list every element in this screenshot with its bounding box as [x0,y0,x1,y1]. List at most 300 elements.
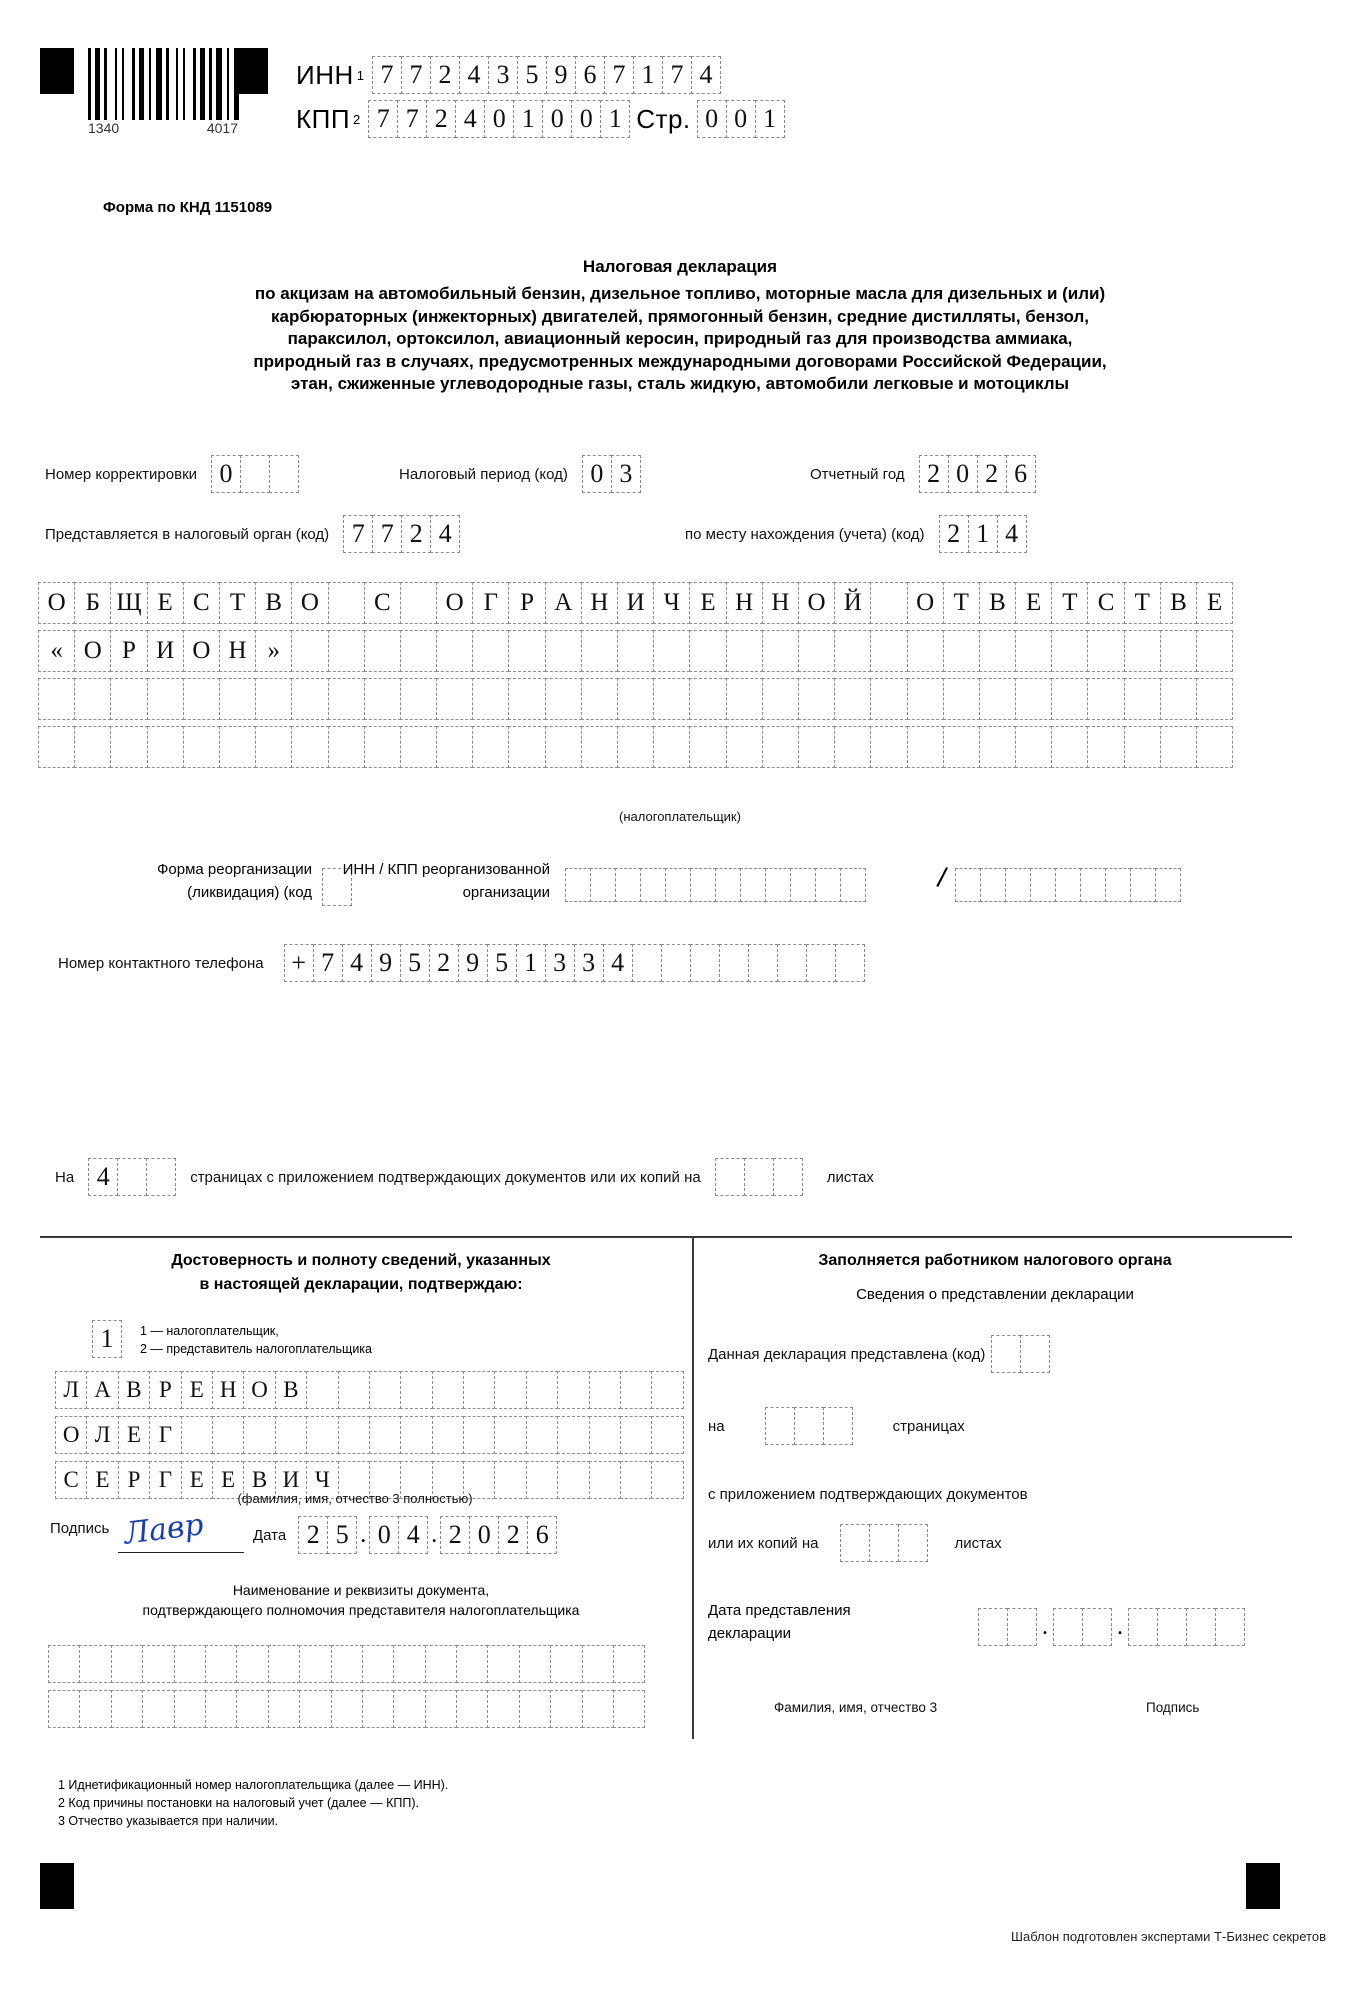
official-year-cell[interactable] [1186,1608,1216,1646]
fio-cell[interactable] [212,1416,244,1454]
taxpayer-name-cell[interactable] [689,726,726,768]
representative-doc-cell[interactable] [48,1645,80,1683]
fio-cell[interactable] [463,1371,495,1409]
phone-cell[interactable] [690,944,720,982]
taxpayer-name-cell[interactable] [400,582,437,624]
taxpayer-name-cell[interactable] [1196,678,1233,720]
taxpayer-name-cell[interactable]: » [255,630,292,672]
reorg-inn-cell[interactable] [790,868,816,902]
kpp-cell[interactable]: 7 [368,100,398,138]
taxpayer-name-cell[interactable]: « [38,630,75,672]
reorg-inn-cell[interactable] [665,868,691,902]
taxpayer-name-cell[interactable]: Ч [653,582,690,624]
taxpayer-name-cell[interactable]: О [436,582,473,624]
fio-cell[interactable]: Н [212,1371,244,1409]
fio-cell[interactable]: В [243,1461,275,1499]
location-cell[interactable]: 1 [968,515,998,553]
reorg-inn-cell[interactable] [590,868,616,902]
taxpayer-name-cell[interactable] [291,678,328,720]
representative-doc-cell[interactable] [331,1645,363,1683]
sig-day-cell[interactable]: 2 [298,1516,328,1554]
reorg-kpp-cell[interactable] [1005,868,1031,902]
taxpayer-name-cell[interactable] [726,678,763,720]
taxpayer-name-cell[interactable] [472,630,509,672]
official-day-cell[interactable] [978,1608,1008,1646]
fio-row[interactable] [55,1416,684,1454]
representative-doc-cell[interactable] [205,1690,237,1728]
fio-cell[interactable] [338,1416,370,1454]
representative-doc-cell[interactable] [393,1690,425,1728]
fio-cell[interactable] [526,1416,558,1454]
representative-doc-cell[interactable] [362,1690,394,1728]
taxpayer-name-cell[interactable] [581,726,618,768]
inn-cell[interactable]: 7 [604,56,634,94]
representative-doc-cell[interactable] [550,1645,582,1683]
official-attachment-input[interactable] [840,1524,928,1562]
representative-doc-cell[interactable] [456,1645,488,1683]
taxpayer-name-cell[interactable] [364,726,401,768]
reorg-kpp-cell[interactable] [980,868,1006,902]
representative-doc-cell[interactable] [582,1645,614,1683]
attach-cell[interactable] [715,1158,745,1196]
taxpayer-name-cell[interactable]: И [617,582,654,624]
taxpayer-name-cell[interactable] [110,726,147,768]
fio-cell[interactable]: Е [181,1371,213,1409]
taxpayer-name-cell[interactable] [38,678,75,720]
pages-cell[interactable] [117,1158,147,1196]
taxpayer-name-cell[interactable] [979,678,1016,720]
signature-date-month[interactable] [369,1516,428,1554]
taxpayer-name-cell[interactable] [907,726,944,768]
fio-row[interactable] [55,1371,684,1409]
taxpayer-name-cell[interactable] [400,630,437,672]
reorg-kpp-cell[interactable] [1155,868,1181,902]
sig-year-cell[interactable]: 2 [440,1516,470,1554]
official-day-cell[interactable] [1007,1608,1037,1646]
attach-cell[interactable] [773,1158,803,1196]
taxpayer-name-cell[interactable] [762,678,799,720]
taxpayer-name-cell[interactable] [1087,726,1124,768]
taxpayer-name-cell[interactable] [147,726,184,768]
inn-cell[interactable]: 7 [401,56,431,94]
taxpayer-name-cell[interactable] [617,630,654,672]
taxpayer-name-cell[interactable] [364,678,401,720]
representative-doc-cell[interactable] [425,1690,457,1728]
taxpayer-name-cell[interactable] [328,582,365,624]
fio-cell[interactable] [181,1416,213,1454]
representative-doc-cell[interactable] [79,1690,111,1728]
inn-cell[interactable]: 7 [372,56,402,94]
reorg-inn-cell[interactable] [815,868,841,902]
taxpayer-name-cell[interactable] [328,630,365,672]
taxpayer-name-cell[interactable]: Г [472,582,509,624]
official-date-year[interactable] [1128,1608,1245,1646]
taxpayer-name-cell[interactable] [943,678,980,720]
fio-cell[interactable]: Е [118,1416,150,1454]
taxpayer-name-cell[interactable] [328,726,365,768]
period-cell[interactable]: 3 [611,455,641,493]
taxpayer-name-cell[interactable] [545,630,582,672]
taxpayer-name-cell[interactable] [1015,726,1052,768]
attach-cell[interactable] [744,1158,774,1196]
taxpayer-name-cell[interactable]: С [183,582,220,624]
fio-cell[interactable] [432,1371,464,1409]
fio-cell[interactable]: О [243,1371,275,1409]
phone-cell[interactable] [777,944,807,982]
phone-cell[interactable] [661,944,691,982]
phone-cell[interactable] [806,944,836,982]
fio-grid[interactable] [55,1371,684,1506]
fio-cell[interactable] [494,1371,526,1409]
taxpayer-name-cell[interactable] [545,678,582,720]
fio-cell[interactable]: Р [118,1461,150,1499]
fio-cell[interactable]: С [55,1461,87,1499]
representative-doc-cell[interactable] [268,1645,300,1683]
reorg-inn-cell[interactable] [565,868,591,902]
inn-input[interactable] [372,56,721,94]
official-year-cell[interactable] [1215,1608,1245,1646]
official-date-month[interactable] [1053,1608,1112,1646]
official-month-cell[interactable] [1082,1608,1112,1646]
fio-cell[interactable] [400,1416,432,1454]
tax-authority-input[interactable] [343,515,460,553]
fio-cell[interactable]: В [275,1371,307,1409]
fio-cell[interactable] [589,1416,621,1454]
fio-cell[interactable]: О [55,1416,87,1454]
period-cell[interactable]: 0 [582,455,612,493]
phone-cell[interactable]: 7 [313,944,343,982]
inn-cell[interactable]: 6 [575,56,605,94]
taxpayer-name-cell[interactable]: Е [147,582,184,624]
taxpayer-name-cell[interactable]: Т [943,582,980,624]
taxpayer-name-cell[interactable] [1051,630,1088,672]
taxpayer-name-cell[interactable] [907,630,944,672]
official-code-cell[interactable] [1020,1335,1050,1373]
fio-cell[interactable] [557,1371,589,1409]
taxpayer-name-grid[interactable] [38,582,1233,774]
correction-cell[interactable]: 0 [211,455,241,493]
sig-year-cell[interactable]: 2 [498,1516,528,1554]
taxpayer-name-cell[interactable]: Щ [110,582,147,624]
taxpayer-name-cell[interactable] [472,726,509,768]
taxpayer-name-cell[interactable]: Н [726,582,763,624]
reorg-kpp-cell[interactable] [1030,868,1056,902]
taxpayer-name-row[interactable] [38,726,1233,768]
taxpayer-name-row[interactable] [38,582,1233,624]
taxpayer-name-cell[interactable]: Н [581,582,618,624]
taxpayer-name-cell[interactable] [545,726,582,768]
representative-doc-row[interactable] [48,1645,645,1683]
taxpayer-name-cell[interactable] [653,678,690,720]
reorg-kpp-cell[interactable] [1130,868,1156,902]
inn-cell[interactable]: 9 [546,56,576,94]
representative-doc-grid[interactable] [48,1645,645,1735]
taxpayer-name-cell[interactable] [436,678,473,720]
fio-cell[interactable] [306,1371,338,1409]
representative-doc-cell[interactable] [362,1645,394,1683]
kpp-input[interactable] [368,100,630,138]
representative-doc-cell[interactable] [550,1690,582,1728]
taxpayer-name-cell[interactable] [762,726,799,768]
sig-day-cell[interactable]: 5 [327,1516,357,1554]
phone-cell[interactable] [835,944,865,982]
inn-cell[interactable]: 4 [459,56,489,94]
taxpayer-name-cell[interactable] [255,726,292,768]
reorg-inn-cell[interactable] [740,868,766,902]
taxpayer-name-cell[interactable] [617,726,654,768]
inn-cell[interactable]: 1 [633,56,663,94]
tax-period-input[interactable] [582,455,641,493]
reorg-inn-cell[interactable] [840,868,866,902]
taxpayer-name-cell[interactable] [943,726,980,768]
taxpayer-name-cell[interactable] [38,726,75,768]
taxpayer-name-cell[interactable]: Р [110,630,147,672]
taxpayer-name-cell[interactable] [472,678,509,720]
representative-doc-cell[interactable] [487,1690,519,1728]
taxpayer-name-cell[interactable] [689,678,726,720]
taxpayer-name-cell[interactable]: О [183,630,220,672]
phone-cell[interactable]: 4 [342,944,372,982]
inn-cell[interactable]: 2 [430,56,460,94]
taxpayer-name-cell[interactable] [255,678,292,720]
reorg-kpp-cell[interactable] [1055,868,1081,902]
taxpayer-name-cell[interactable]: В [1160,582,1197,624]
reorg-kpp-input[interactable] [955,868,1181,902]
fio-cell[interactable] [463,1416,495,1454]
official-month-cell[interactable] [1053,1608,1083,1646]
taxpayer-name-cell[interactable] [1196,726,1233,768]
taxpayer-name-cell[interactable]: О [38,582,75,624]
taxpayer-name-cell[interactable] [617,678,654,720]
fio-cell[interactable]: Г [149,1416,181,1454]
phone-cell[interactable] [719,944,749,982]
taxpayer-name-cell[interactable] [328,678,365,720]
taxpayer-name-cell[interactable] [1160,726,1197,768]
signature-date-year[interactable] [440,1516,557,1554]
pages-cell[interactable]: 4 [88,1158,118,1196]
phone-input[interactable] [284,944,865,982]
year-cell[interactable]: 0 [948,455,978,493]
year-cell[interactable]: 2 [919,455,949,493]
fio-cell[interactable] [651,1371,683,1409]
taxpayer-name-cell[interactable] [943,630,980,672]
authority-cell[interactable]: 7 [372,515,402,553]
taxpayer-name-cell[interactable] [726,726,763,768]
representative-doc-cell[interactable] [613,1645,645,1683]
phone-cell[interactable] [748,944,778,982]
phone-cell[interactable]: 4 [603,944,633,982]
taxpayer-name-cell[interactable] [653,630,690,672]
kpp-cell[interactable]: 1 [513,100,543,138]
authority-cell[interactable]: 7 [343,515,373,553]
taxpayer-name-cell[interactable]: Е [1196,582,1233,624]
taxpayer-name-cell[interactable] [870,678,907,720]
reorg-inn-cell[interactable] [615,868,641,902]
official-year-cell[interactable] [1128,1608,1158,1646]
fio-cell[interactable]: Е [181,1461,213,1499]
reorg-kpp-cell[interactable] [955,868,981,902]
official-pages-cell[interactable] [765,1407,795,1445]
phone-cell[interactable]: 2 [429,944,459,982]
taxpayer-name-cell[interactable] [74,678,111,720]
taxpayer-name-cell[interactable] [183,726,220,768]
confirmation-code-input[interactable] [92,1320,122,1358]
taxpayer-name-cell[interactable] [183,678,220,720]
location-code-input[interactable] [939,515,1027,553]
inn-cell[interactable]: 7 [662,56,692,94]
taxpayer-name-cell[interactable] [400,726,437,768]
correction-cell[interactable] [269,455,299,493]
taxpayer-name-cell[interactable] [436,630,473,672]
official-year-cell[interactable] [1157,1608,1187,1646]
representative-doc-cell[interactable] [48,1690,80,1728]
taxpayer-name-cell[interactable] [907,678,944,720]
representative-doc-cell[interactable] [111,1690,143,1728]
taxpayer-name-cell[interactable] [798,630,835,672]
taxpayer-name-cell[interactable]: А [545,582,582,624]
representative-doc-cell[interactable] [487,1645,519,1683]
official-attach-cell[interactable] [840,1524,870,1562]
taxpayer-name-cell[interactable] [1124,726,1161,768]
authority-cell[interactable]: 2 [401,515,431,553]
kpp-cell[interactable]: 0 [542,100,572,138]
year-cell[interactable]: 2 [977,455,1007,493]
kpp-cell[interactable]: 0 [484,100,514,138]
taxpayer-name-cell[interactable] [834,630,871,672]
taxpayer-name-cell[interactable] [219,678,256,720]
representative-doc-cell[interactable] [236,1690,268,1728]
representative-doc-cell[interactable] [142,1690,174,1728]
sig-year-cell[interactable]: 0 [469,1516,499,1554]
taxpayer-name-cell[interactable] [74,726,111,768]
representative-doc-cell[interactable] [174,1645,206,1683]
fio-cell[interactable] [557,1416,589,1454]
taxpayer-name-cell[interactable]: О [798,582,835,624]
taxpayer-name-cell[interactable] [762,630,799,672]
reorg-kpp-cell[interactable] [1105,868,1131,902]
taxpayer-name-cell[interactable] [870,630,907,672]
representative-doc-cell[interactable] [613,1690,645,1728]
official-submitted-input[interactable] [991,1335,1050,1373]
taxpayer-name-cell[interactable] [1015,630,1052,672]
representative-doc-cell[interactable] [111,1645,143,1683]
taxpayer-name-cell[interactable]: С [1087,582,1124,624]
kpp-cell[interactable]: 1 [600,100,630,138]
taxpayer-name-cell[interactable] [581,678,618,720]
taxpayer-name-cell[interactable] [1051,678,1088,720]
fio-cell[interactable] [306,1416,338,1454]
phone-cell[interactable] [632,944,662,982]
reorg-inn-cell[interactable] [690,868,716,902]
taxpayer-name-cell[interactable]: Т [1051,582,1088,624]
location-cell[interactable]: 2 [939,515,969,553]
taxpayer-name-cell[interactable] [834,678,871,720]
fio-cell[interactable] [620,1416,652,1454]
kpp-cell[interactable]: 0 [571,100,601,138]
taxpayer-name-cell[interactable]: В [255,582,292,624]
phone-cell[interactable]: 3 [545,944,575,982]
taxpayer-name-cell[interactable] [689,630,726,672]
taxpayer-name-cell[interactable] [834,726,871,768]
taxpayer-name-cell[interactable] [364,630,401,672]
official-date-day[interactable] [978,1608,1037,1646]
fio-cell[interactable]: Г [149,1461,181,1499]
representative-doc-cell[interactable] [236,1645,268,1683]
taxpayer-name-cell[interactable] [1087,678,1124,720]
reorg-inn-cell[interactable] [640,868,666,902]
phone-cell[interactable]: 5 [400,944,430,982]
taxpayer-name-cell[interactable]: В [979,582,1016,624]
taxpayer-name-cell[interactable] [798,678,835,720]
year-cell[interactable]: 6 [1006,455,1036,493]
phone-cell[interactable]: 1 [516,944,546,982]
signature-date-day[interactable] [298,1516,357,1554]
taxpayer-name-cell[interactable]: О [291,582,328,624]
representative-doc-cell[interactable] [519,1645,551,1683]
correction-number-input[interactable] [211,455,299,493]
taxpayer-name-cell[interactable]: Н [762,582,799,624]
representative-doc-cell[interactable] [79,1645,111,1683]
fio-cell[interactable]: Е [86,1461,118,1499]
inn-cell[interactable]: 3 [488,56,518,94]
taxpayer-name-cell[interactable] [219,726,256,768]
representative-doc-cell[interactable] [331,1690,363,1728]
fio-cell[interactable] [432,1416,464,1454]
attachment-pages-input[interactable] [715,1158,803,1196]
official-attach-cell[interactable] [898,1524,928,1562]
taxpayer-name-cell[interactable]: Т [1124,582,1161,624]
official-code-cell[interactable] [991,1335,1021,1373]
fio-cell[interactable]: Л [86,1416,118,1454]
page-cell[interactable]: 0 [697,100,727,138]
phone-cell[interactable]: 9 [458,944,488,982]
taxpayer-name-cell[interactable] [436,726,473,768]
taxpayer-name-cell[interactable] [1087,630,1124,672]
taxpayer-name-cell[interactable]: И [147,630,184,672]
official-pages-cell[interactable] [823,1407,853,1445]
taxpayer-name-cell[interactable] [147,678,184,720]
fio-cell[interactable] [243,1416,275,1454]
reorg-inn-cell[interactable] [765,868,791,902]
report-year-input[interactable] [919,455,1036,493]
official-pages-cell[interactable] [794,1407,824,1445]
taxpayer-name-cell[interactable] [1160,630,1197,672]
reorg-inn-cell[interactable] [715,868,741,902]
authority-cell[interactable]: 4 [430,515,460,553]
fio-cell[interactable] [526,1371,558,1409]
reorg-inn-input[interactable] [565,868,866,902]
fio-cell[interactable] [400,1371,432,1409]
taxpayer-name-row[interactable] [38,678,1233,720]
phone-cell[interactable]: 9 [371,944,401,982]
fio-cell[interactable] [620,1371,652,1409]
representative-doc-cell[interactable] [174,1690,206,1728]
taxpayer-name-cell[interactable]: Б [74,582,111,624]
taxpayer-name-cell[interactable]: Й [834,582,871,624]
taxpayer-name-cell[interactable] [653,726,690,768]
taxpayer-name-cell[interactable] [400,678,437,720]
sig-year-cell[interactable]: 6 [527,1516,557,1554]
kpp-cell[interactable]: 2 [426,100,456,138]
representative-doc-cell[interactable] [268,1690,300,1728]
taxpayer-name-cell[interactable] [581,630,618,672]
fio-cell[interactable]: Е [212,1461,244,1499]
representative-doc-cell[interactable] [393,1645,425,1683]
representative-doc-cell[interactable] [142,1645,174,1683]
taxpayer-name-cell[interactable] [1124,630,1161,672]
representative-doc-cell[interactable] [299,1690,331,1728]
representative-doc-row[interactable] [48,1690,645,1728]
